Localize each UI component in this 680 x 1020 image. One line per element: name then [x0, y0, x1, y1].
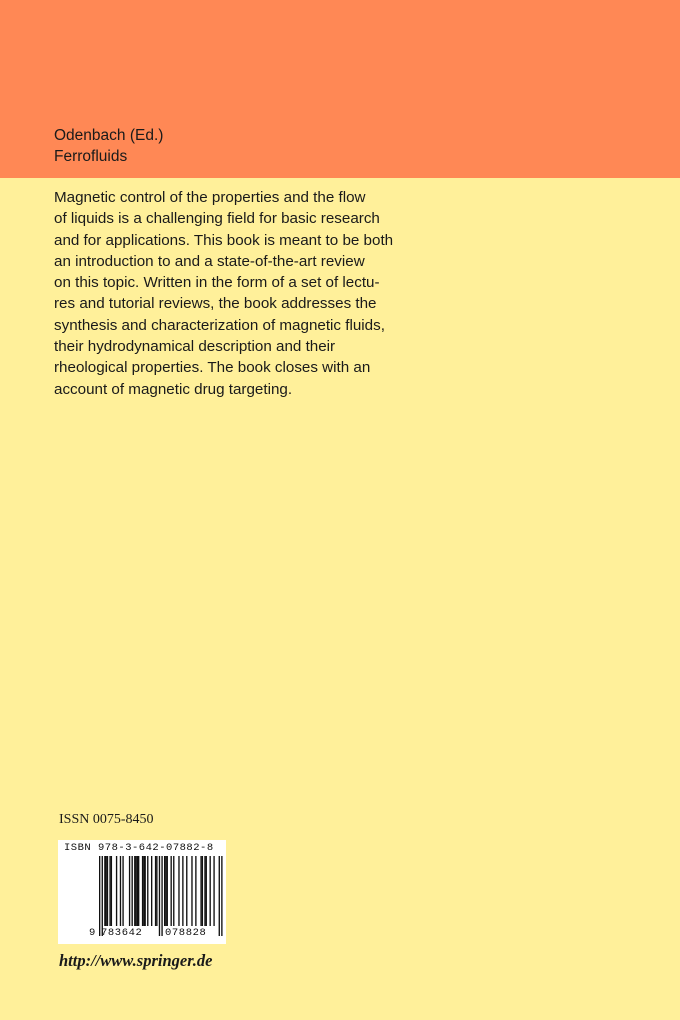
blurb-line: Magnetic control of the properties and the flow — [54, 189, 366, 206]
blurb-line: account of magnetic drug targeting. — [54, 380, 293, 398]
barcode-bar — [145, 856, 146, 926]
barcode-bar — [186, 856, 187, 926]
barcode-bar — [195, 856, 196, 926]
back-cover-blurb — [54, 187, 399, 400]
barcode-bar — [156, 856, 157, 926]
barcode-bar — [221, 856, 222, 936]
barcode-bar — [147, 856, 148, 926]
barcode-digits-right: 078828 — [165, 927, 207, 939]
barcode-bar — [134, 856, 135, 926]
isbn-barcode — [58, 840, 226, 944]
barcode-bar — [213, 856, 214, 926]
barcode-bar — [202, 856, 203, 926]
barcode-bar — [143, 856, 144, 926]
publisher-url[interactable]: http://www.springer.de — [59, 951, 213, 970]
barcode-bar — [116, 856, 117, 926]
barcode-bar — [167, 856, 168, 926]
barcode-bar — [135, 856, 136, 926]
barcode-bar — [129, 856, 130, 926]
barcode-bar — [182, 856, 183, 926]
barcode-bar — [173, 856, 174, 926]
barcode-bar — [106, 856, 107, 926]
barcode-bar — [204, 856, 205, 926]
issn-number: ISSN 0075-8450 — [59, 812, 154, 827]
barcode-bar — [137, 856, 138, 926]
barcode-bar — [122, 856, 123, 926]
book-title: Ferrofluids — [54, 148, 128, 165]
blurb-line: rheological properties. The book closes with an — [54, 359, 371, 377]
blurb-line: on this topic. Written in the form of a set of lectu- — [54, 274, 380, 292]
barcode-bar — [142, 856, 143, 926]
blurb-line: and for applications. This book is meant to be both — [54, 231, 394, 249]
barcode-bar — [161, 856, 162, 936]
barcode-digits-left: 783642 — [101, 927, 143, 939]
barcode-bar — [102, 856, 103, 936]
barcode-bar — [104, 856, 105, 926]
barcode-bar — [165, 856, 166, 926]
barcode-bar — [109, 856, 110, 926]
author-name: Odenbach (Ed.) — [54, 127, 164, 144]
blurb-line: synthesis and characterization of magnetic fluids, — [54, 316, 385, 334]
barcode-bar — [132, 856, 133, 926]
barcode-bar — [200, 856, 201, 926]
barcode-bar — [210, 856, 211, 926]
barcode-bar — [107, 856, 108, 926]
barcode-bar — [151, 856, 152, 926]
barcode-bar — [219, 856, 220, 936]
barcode-bar — [138, 856, 139, 926]
barcode-bar — [178, 856, 179, 926]
blurb-line: res and tutorial reviews, the book addresses the — [54, 295, 377, 313]
barcode-bar — [164, 856, 165, 926]
blurb-line: their hydrodynamical description and their — [54, 338, 336, 356]
barcode-bar — [171, 856, 172, 926]
blurb-line: of liquids is a challenging field for basic research — [54, 210, 380, 228]
barcode-bar — [155, 856, 156, 926]
isbn-label: ISBN 978-3-642-07882-8 — [64, 842, 214, 854]
barcode-bar — [99, 856, 100, 936]
barcode-bar — [159, 856, 160, 936]
barcode-bar — [120, 856, 121, 926]
barcode-digit-first: 9 — [89, 927, 96, 939]
blurb-line: an introduction to and a state-of-the-art review — [54, 252, 365, 270]
barcode-bar — [206, 856, 207, 926]
barcode-bar — [111, 856, 112, 926]
barcode-bar — [191, 856, 192, 926]
